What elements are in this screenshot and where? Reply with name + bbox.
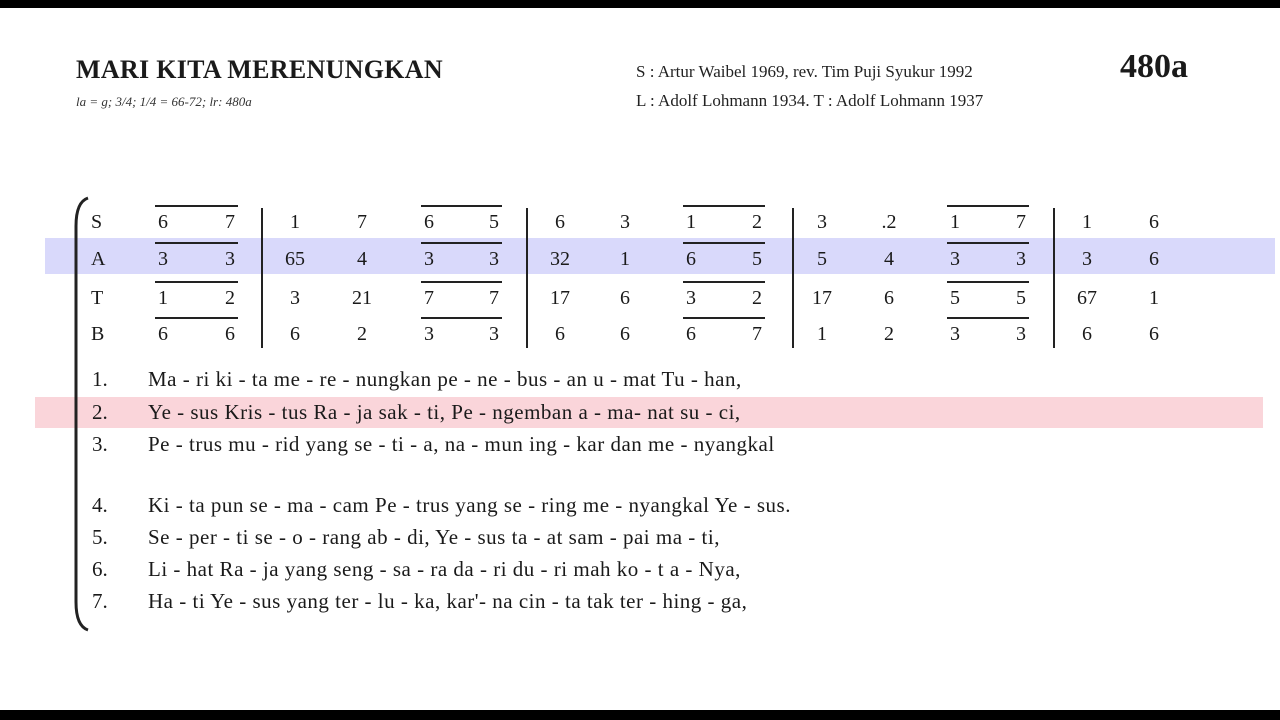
note-cell: 1 (817, 323, 827, 345)
note-cell: 3 (424, 323, 434, 345)
note-cell: 32 (550, 248, 570, 270)
note-cell: 6 (1149, 248, 1159, 270)
note-cell: 1 (1082, 211, 1092, 233)
verse-number: 2. (92, 400, 108, 424)
note-cell: 21 (352, 287, 372, 309)
beam-line (421, 281, 502, 283)
note-cell: 6 (555, 211, 565, 233)
note-cell: 6 (158, 323, 168, 345)
note-cell: 1 (620, 248, 630, 270)
beam-line (683, 242, 765, 244)
note-cell: 2 (752, 211, 762, 233)
song-number: 480a (1120, 48, 1188, 85)
note-cell: 2 (752, 287, 762, 309)
beam-line (155, 242, 238, 244)
note-cell: 6 (884, 287, 894, 309)
note-cell: 6 (686, 323, 696, 345)
verse-text: Pe - trus mu - rid yang se - ti - a, na - mun ing - kar dan me - nyangkal (148, 432, 775, 456)
bottom-letterbox (0, 710, 1280, 720)
note-cell: 3 (686, 287, 696, 309)
barline (1053, 208, 1055, 348)
verse-number: 7. (92, 589, 108, 613)
note-cell: 6 (424, 211, 434, 233)
barline (526, 208, 528, 348)
voice-label-soprano: S (91, 211, 103, 233)
note-cell: 1 (158, 287, 168, 309)
note-cell: 5 (752, 248, 762, 270)
note-cell: 3 (489, 248, 499, 270)
verse-number: 3. (92, 432, 108, 456)
note-cell: 17 (550, 287, 570, 309)
beam-line (947, 317, 1029, 319)
beam-line (683, 281, 765, 283)
note-cell: 5 (817, 248, 827, 270)
note-cell: 3 (620, 211, 630, 233)
beam-line (683, 317, 765, 319)
note-cell: 4 (357, 248, 367, 270)
note-cell: 7 (357, 211, 367, 233)
beam-line (947, 242, 1029, 244)
beam-line (421, 242, 502, 244)
note-cell: 3 (1016, 248, 1026, 270)
note-cell: 3 (1082, 248, 1092, 270)
beam-line (155, 205, 238, 207)
note-cell: 3 (950, 248, 960, 270)
note-cell: 6 (686, 248, 696, 270)
note-cell: 5 (950, 287, 960, 309)
note-cell: 67 (1077, 287, 1097, 309)
beam-line (155, 317, 238, 319)
note-cell: 3 (1016, 323, 1026, 345)
note-cell: 6 (290, 323, 300, 345)
note-cell: 65 (285, 248, 305, 270)
note-cell: 4 (884, 248, 894, 270)
note-cell: 17 (812, 287, 832, 309)
note-cell: 6 (1149, 323, 1159, 345)
note-cell: 7 (1016, 211, 1026, 233)
verse-number: 4. (92, 493, 108, 517)
note-cell: 1 (1149, 287, 1159, 309)
note-cell: 6 (158, 211, 168, 233)
note-cell: 7 (489, 287, 499, 309)
note-cell: 6 (620, 287, 630, 309)
note-cell: 3 (158, 248, 168, 270)
note-cell: 6 (225, 323, 235, 345)
note-cell: 3 (817, 211, 827, 233)
beam-line (421, 205, 502, 207)
note-cell: 2 (225, 287, 235, 309)
credit-line-1: S : Artur Waibel 1969, rev. Tim Puji Syukur 1992 (636, 62, 973, 81)
note-cell: 7 (752, 323, 762, 345)
verse-number: 6. (92, 557, 108, 581)
note-cell: 6 (555, 323, 565, 345)
top-letterbox (0, 0, 1280, 8)
note-cell: 2 (357, 323, 367, 345)
beam-line (421, 317, 502, 319)
barline (792, 208, 794, 348)
verse-text: Se - per - ti se - o - rang ab - di, Ye - sus ta - at sam - pai ma - ti, (148, 525, 720, 549)
note-cell: 1 (950, 211, 960, 233)
voice-label-tenor: T (91, 287, 104, 309)
verse-number: 5. (92, 525, 108, 549)
note-cell: 1 (290, 211, 300, 233)
barline (261, 208, 263, 348)
voice-label-bass: B (91, 323, 105, 345)
song-title: MARI KITA MERENUNGKAN (76, 55, 443, 84)
note-cell: 1 (686, 211, 696, 233)
beam-line (155, 281, 238, 283)
note-cell: .2 (881, 211, 897, 233)
note-cell: 3 (424, 248, 434, 270)
note-cell: 3 (950, 323, 960, 345)
beam-line (683, 205, 765, 207)
system-bracket (70, 196, 90, 632)
verse-text: Ha - ti Ye - sus yang ter - lu - ka, kar'- na cin - ta tak ter - hing - ga, (148, 589, 748, 613)
note-cell: 7 (225, 211, 235, 233)
beam-line (947, 205, 1029, 207)
note-cell: 6 (620, 323, 630, 345)
note-cell: 3 (225, 248, 235, 270)
note-cell: 2 (884, 323, 894, 345)
note-cell: 5 (1016, 287, 1026, 309)
note-cell: 7 (424, 287, 434, 309)
verse-text: Ki - ta pun se - ma - cam Pe - trus yang se - ring me - nyangkal Ye - sus. (148, 493, 791, 517)
note-cell: 5 (489, 211, 499, 233)
song-meta: la = g; 3/4; 1/4 = 66-72; lr: 480a (76, 94, 252, 109)
note-cell: 6 (1082, 323, 1092, 345)
verse-text: Ma - ri ki - ta me - re - nungkan pe - ne - bus - an u - mat Tu - han, (148, 367, 742, 391)
verse-text: Ye - sus Kris - tus Ra - ja sak - ti, Pe - ngemban a - ma- nat su - ci, (148, 400, 741, 424)
verse-number: 1. (92, 367, 108, 391)
voice-label-alto: A (91, 248, 106, 270)
note-cell: 3 (290, 287, 300, 309)
verse-text: Li - hat Ra - ja yang seng - sa - ra da - ri du - ri mah ko - t a - Nya, (148, 557, 741, 581)
note-cell: 6 (1149, 211, 1159, 233)
beam-line (947, 281, 1029, 283)
note-cell: 3 (489, 323, 499, 345)
credit-line-2: L : Adolf Lohmann 1934. T : Adolf Lohmann 1937 (636, 91, 984, 110)
